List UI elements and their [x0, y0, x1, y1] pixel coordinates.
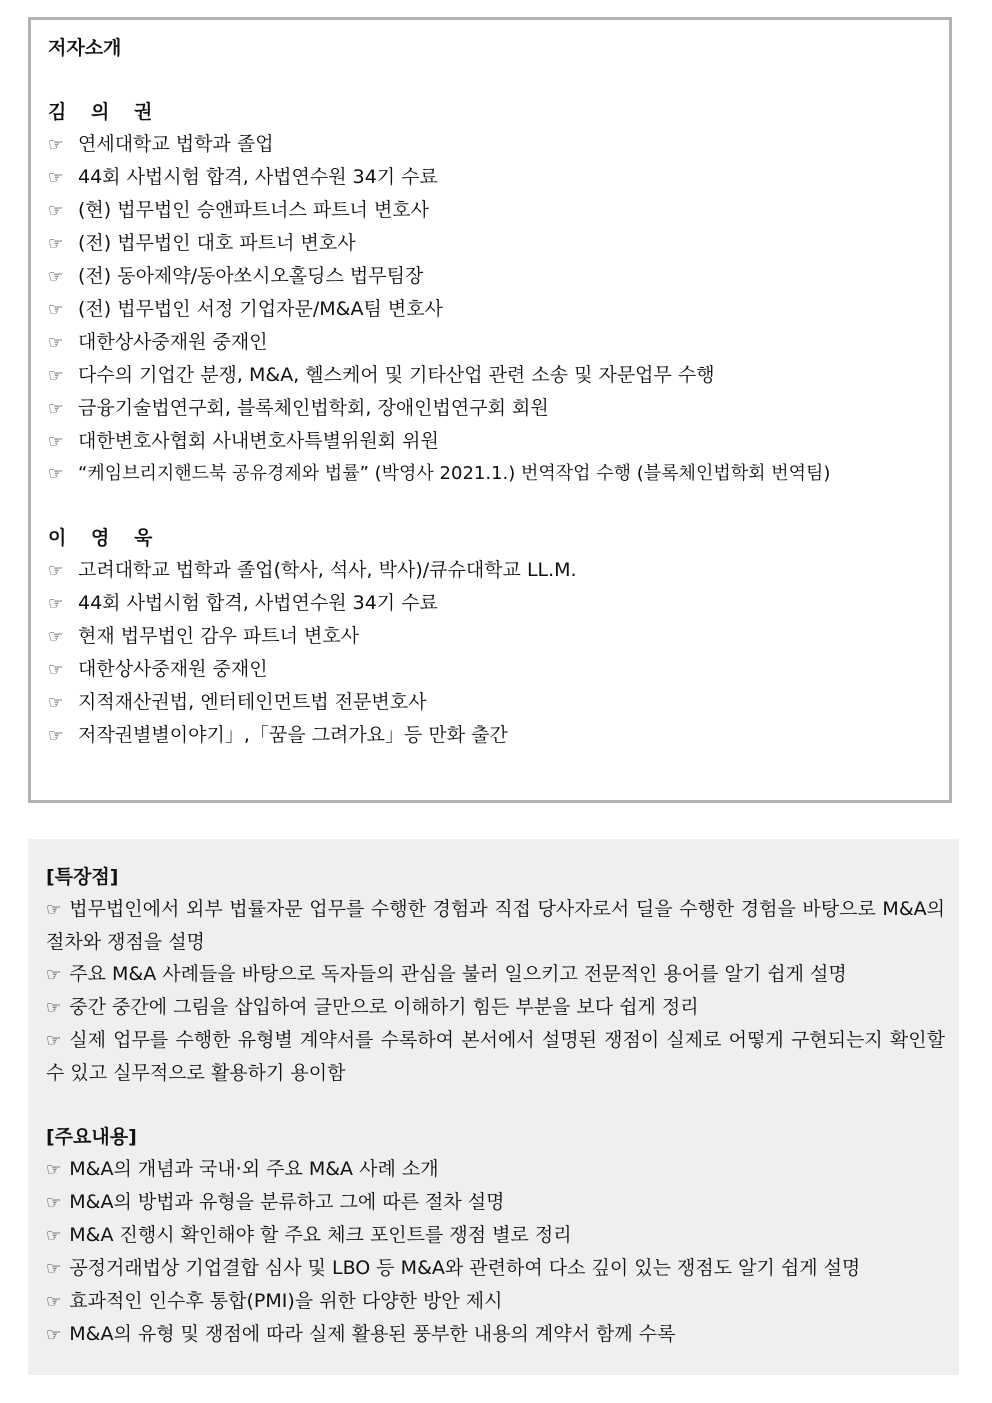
list-item-text: M&A의 유형 및 쟁점에 따라 실제 활용된 풍부한 내용의 계약서 함께 수록 — [69, 1323, 676, 1345]
pointing-hand-icon: ☞ — [48, 561, 64, 581]
pointing-hand-icon: ☞ — [46, 1325, 62, 1345]
features-box — [28, 839, 959, 1375]
list-item — [48, 293, 933, 326]
list-item — [48, 620, 933, 653]
list-item — [48, 359, 933, 392]
author-name: 김 의 권 — [48, 101, 162, 123]
list-item — [48, 194, 933, 227]
features-title: [특장점] — [46, 866, 119, 888]
author-intro-box — [28, 17, 952, 803]
pointing-hand-icon: ☞ — [46, 1226, 62, 1246]
list-item — [46, 1153, 945, 1186]
list-item-text: 법무법인에서 외부 법률자문 업무를 수행한 경험과 직접 당사자로서 딜을 수행한 경험을 바탕으로 M&A의 절차와 쟁점을 설명 — [46, 898, 945, 953]
list-item-text: 중간 중간에 그림을 삽입하여 글만으로 이해하기 힘든 부분을 보다 쉽게 정리 — [69, 996, 699, 1018]
list-item-text: 고려대학교 법학과 졸업(학사, 석사, 박사)/큐슈대학교 LL.M. — [78, 559, 577, 581]
list-item-text: M&A의 방법과 유형을 분류하고 그에 따른 절차 설명 — [69, 1191, 505, 1213]
list-item-text: 대한상사중재원 중재인 — [78, 331, 268, 353]
author-1-list — [48, 128, 933, 490]
contents-list — [46, 1153, 945, 1351]
pointing-hand-icon: ☞ — [48, 627, 64, 647]
pointing-hand-icon: ☞ — [48, 432, 64, 452]
list-item — [46, 1318, 945, 1351]
list-item — [46, 991, 945, 1024]
features-list — [46, 893, 945, 1089]
list-item — [48, 425, 933, 458]
list-item-text: 현재 법무법인 감우 파트너 변호사 — [78, 625, 360, 647]
author-2-list — [48, 554, 933, 752]
spacer — [48, 490, 933, 522]
list-item — [48, 686, 933, 719]
list-item-text: 실제 업무를 수행한 유형별 계약서를 수록하여 본서에서 설명된 쟁점이 실제로 어떻게 구현되는지 확인할 수 있고 실무적으로 활용하기 용이함 — [46, 1029, 945, 1084]
list-item — [48, 554, 933, 587]
pointing-hand-icon: ☞ — [48, 366, 64, 386]
list-item — [48, 587, 933, 620]
pointing-hand-icon: ☞ — [46, 965, 62, 985]
list-item — [46, 1186, 945, 1219]
spacer — [46, 1089, 945, 1121]
list-item — [48, 719, 933, 752]
list-item — [46, 893, 945, 958]
pointing-hand-icon: ☞ — [48, 594, 64, 614]
pointing-hand-icon: ☞ — [48, 168, 64, 188]
pointing-hand-icon: ☞ — [46, 998, 62, 1018]
author-section-title: 저자소개 — [48, 37, 122, 59]
author-name: 이 영 욱 — [48, 527, 162, 549]
pointing-hand-icon: ☞ — [48, 333, 64, 353]
list-item-text: 금융기술법연구회, 블록체인법학회, 장애인법연구회 회원 — [78, 397, 549, 419]
list-item — [46, 1252, 945, 1285]
list-item-text: 연세대학교 법학과 졸업 — [78, 133, 274, 155]
pointing-hand-icon: ☞ — [46, 1031, 62, 1051]
spacer — [48, 64, 933, 96]
list-item — [48, 161, 933, 194]
pointing-hand-icon: ☞ — [48, 300, 64, 320]
pointing-hand-icon: ☞ — [48, 693, 64, 713]
pointing-hand-icon: ☞ — [46, 1292, 62, 1312]
list-item-text: 44회 사법시험 합격, 사법연수원 34기 수료 — [78, 166, 438, 188]
list-item-text: 지적재산권법, 엔터테인먼트법 전문변호사 — [78, 691, 427, 713]
list-item-text: 저작권별별이야기」,「꿈을 그려가요」등 만화 출간 — [78, 724, 508, 746]
list-item-text: 효과적인 인수후 통합(PMI)을 위한 다양한 방안 제시 — [69, 1290, 503, 1312]
list-item — [46, 958, 945, 991]
list-item-text: 공정거래법상 기업결합 심사 및 LBO 등 M&A와 관련하여 다소 깊이 있는 쟁점도 알기 쉽게 설명 — [69, 1257, 861, 1279]
pointing-hand-icon: ☞ — [48, 726, 64, 746]
pointing-hand-icon: ☞ — [48, 135, 64, 155]
pointing-hand-icon: ☞ — [48, 660, 64, 680]
pointing-hand-icon: ☞ — [48, 267, 64, 287]
list-item — [46, 1219, 945, 1252]
list-item — [46, 1285, 945, 1318]
list-item — [46, 1024, 945, 1089]
list-item-text: (전) 동아제약/동아쏘시오홀딩스 법무팀장 — [78, 265, 424, 287]
list-item — [48, 227, 933, 260]
pointing-hand-icon: ☞ — [48, 234, 64, 254]
pointing-hand-icon: ☞ — [46, 1193, 62, 1213]
pointing-hand-icon: ☞ — [48, 399, 64, 419]
list-item-text: (전) 법무법인 서정 기업자문/M&A팀 변호사 — [78, 298, 443, 320]
list-item — [48, 260, 933, 293]
list-item-text: “케임브리지핸드북 공유경제와 법률” (박영사 2021.1.) 번역작업 수행 (블록체인법학회 번역팀) — [78, 463, 831, 484]
pointing-hand-icon: ☞ — [46, 1259, 62, 1279]
list-item-text: 다수의 기업간 분쟁, M&A, 헬스케어 및 기타산업 관련 소송 및 자문업무 수행 — [78, 364, 715, 386]
list-item-text: M&A의 개념과 국내·외 주요 M&A 사례 소개 — [69, 1158, 439, 1180]
contents-title: [주요내용] — [46, 1126, 137, 1148]
pointing-hand-icon: ☞ — [48, 464, 64, 484]
list-item-text: 대한변호사협회 사내변호사특별위원회 위원 — [78, 430, 439, 452]
list-item-text: 대한상사중재원 중재인 — [78, 658, 268, 680]
list-item — [48, 458, 933, 490]
list-item-text: M&A 진행시 확인해야 할 주요 체크 포인트를 쟁점 별로 정리 — [69, 1224, 572, 1246]
list-item — [48, 653, 933, 686]
pointing-hand-icon: ☞ — [46, 900, 62, 920]
pointing-hand-icon: ☞ — [48, 201, 64, 221]
list-item-text: 주요 M&A 사례들을 바탕으로 독자들의 관심을 불러 일으키고 전문적인 용어를 알기 쉽게 설명 — [69, 963, 847, 985]
list-item — [48, 392, 933, 425]
list-item-text: (전) 법무법인 대호 파트너 변호사 — [78, 232, 356, 254]
list-item-text: (현) 법무법인 승앤파트너스 파트너 변호사 — [78, 199, 430, 221]
list-item — [48, 326, 933, 359]
list-item-text: 44회 사법시험 합격, 사법연수원 34기 수료 — [78, 592, 438, 614]
list-item — [48, 128, 933, 161]
pointing-hand-icon: ☞ — [46, 1160, 62, 1180]
